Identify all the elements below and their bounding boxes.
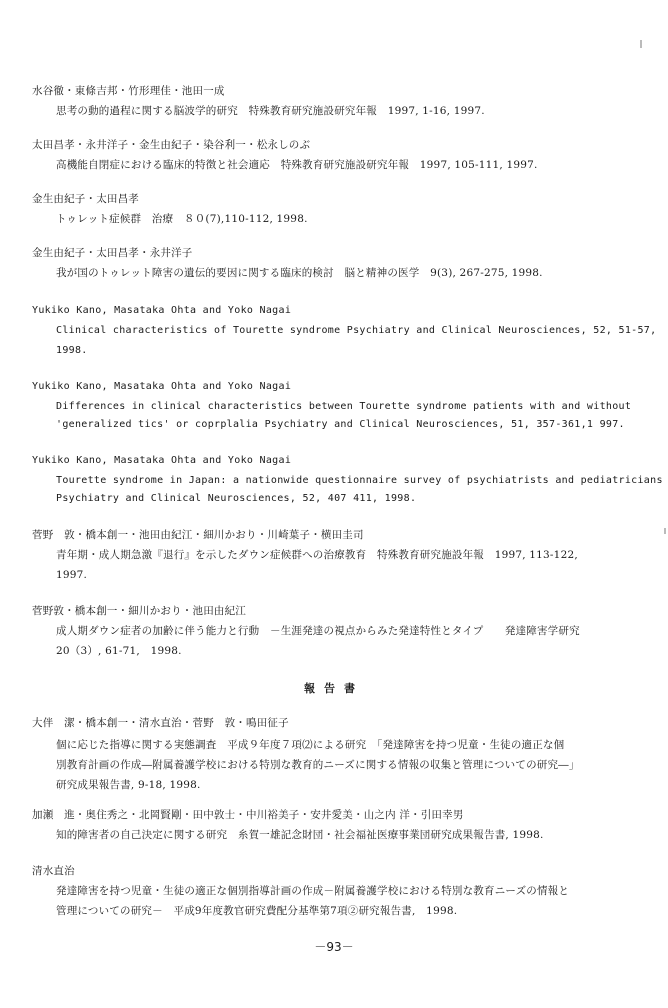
reference-text: 1997. <box>56 569 88 581</box>
reference-text: 知的障害者の自己決定に関する研究 糸賀一雄記念財団・社会福祉医療事業団研究成果報告書, 1998. <box>56 829 544 841</box>
reference-text: トゥレット症候群 治療 ８０(7),110-112, 1998. <box>56 213 308 225</box>
page-number: －93－ <box>314 940 354 954</box>
reference-authors: Yukiko Kano, Masataka Ohta and Yoko Nagai <box>32 455 292 466</box>
reference-authors: 水谷徹・東條吉邦・竹形理佳・池田一成 <box>32 85 225 97</box>
reference-text: Tourette syndrome in Japan: a nationwide questionnaire survey of psychiatrists and pediatricians <box>56 475 663 486</box>
reference-authors: 菅野 敦・橋本創一・池田由紀江・細川かおり・川崎葉子・横田圭司 <box>32 529 364 541</box>
reference-text: 成人期ダウン症者の加齢に伴う能力と行動 －生涯発達の視点からみた発達特性とタイプ 発達障害学研究 <box>56 625 580 637</box>
scan-mark <box>640 40 642 48</box>
reference-authors: 太田昌孝・永井洋子・金生由紀子・染谷利一・松永しのぶ <box>32 139 311 151</box>
reference-text: Clinical characteristics of Tourette syndrome Psychiatry and Clinical Neurosciences, 52, 51-57, <box>56 325 657 336</box>
reference-text: Differences in clinical characteristics between Tourette syndrome patients with and without <box>56 401 632 412</box>
reference-text: 1998. <box>56 345 88 356</box>
reference-authors: 大伴 潔・橋本創一・清水直治・菅野 敦・鳴田征子 <box>32 717 289 729</box>
reference-text: Psychiatry and Clinical Neurosciences, 52, 407 411, 1998. <box>56 493 417 504</box>
reference-text: 個に応じた指導に関する実態調査 平成９年度７項⑵による研究 「発達障害を持つ児童・生徒の適正な個 <box>56 739 565 751</box>
reference-text: 'generalized tics' or coprplalia Psychiatry and Clinical Neurosciences, 51, 357-361,1 997. <box>56 419 625 430</box>
reference-authors: 加瀬 進・奥住秀之・北岡賢剛・田中敦士・中川裕美子・安井愛美・山之内 洋・引田幸男 <box>32 809 464 821</box>
reference-authors: 清水直治 <box>32 865 75 877</box>
reference-text: 研究成果報告書, 9-18, 1998. <box>56 779 201 791</box>
reference-text: 20（3）, 61-71, 1998. <box>56 645 182 657</box>
reference-text: 管理についての研究－ 平成9年度教官研究費配分基準第7項②研究報告書, 1998. <box>56 905 458 917</box>
section-heading: 報告書 <box>304 682 364 695</box>
scan-mark <box>664 528 666 534</box>
reference-authors: 金生由紀子・太田昌孝 <box>32 193 139 205</box>
reference-text: 発達障害を持つ児童・生徒の適正な個別指導計画の作成－附属養護学校における特別な教育ニーズの情報と <box>56 885 570 897</box>
reference-text: 青年期・成人期急激『退行』を示したダウン症候群への治療教育 特殊教育研究施設年報 1997, 113-122, <box>56 549 578 561</box>
reference-text: 高機能自閉症における臨床的特徴と社会適応 特殊教育研究施設研究年報 1997, 105-111, 1997. <box>56 159 538 171</box>
reference-authors: Yukiko Kano, Masataka Ohta and Yoko Nagai <box>32 305 292 316</box>
reference-authors: 金生由紀子・太田昌孝・永井洋子 <box>32 247 193 259</box>
reference-text: 我が国のトゥレット障害の遺伝的要因に関する臨床的検討 脳と精神の医学 9(3), 267-275, 1998. <box>56 267 543 279</box>
reference-text: 思考の動的過程に関する脳波学的研究 特殊教育研究施設研究年報 1997, 1-16, 1997. <box>56 105 485 117</box>
reference-text: 別教育計画の作成―附属養護学校における特別な教育的ニーズに関する情報の収集と管理についての研究―」 <box>56 759 580 771</box>
reference-authors: Yukiko Kano, Masataka Ohta and Yoko Nagai <box>32 381 292 392</box>
reference-authors: 菅野敦・橋本創一・細川かおり・池田由紀江 <box>32 605 246 617</box>
